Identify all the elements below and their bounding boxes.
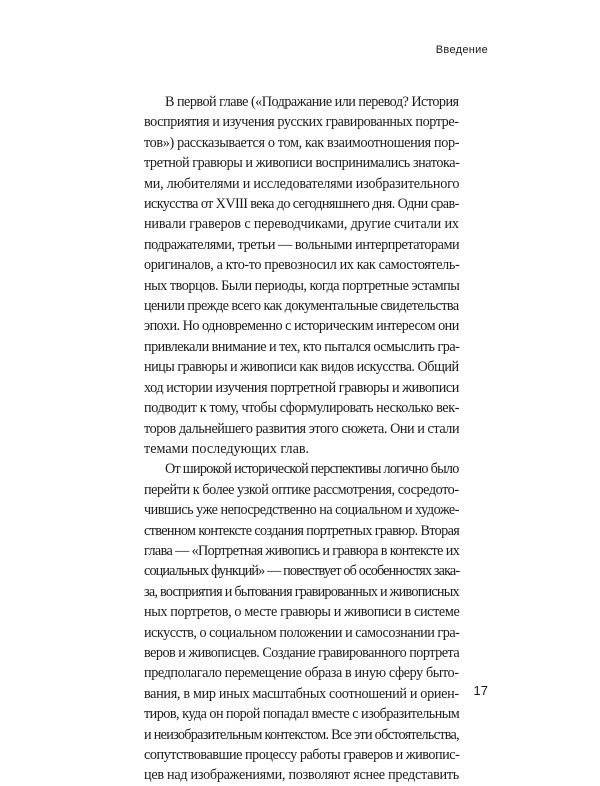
page-number: 17	[473, 683, 488, 698]
text-line: темами последующих глав.	[144, 440, 310, 457]
text-line: за, восприятия и бытования гравированных и живописных	[144, 583, 459, 600]
text-line: нивали граверов с переводчиками, другие считали их	[144, 216, 459, 233]
text-line: оригиналов, а кто-то превозносил их как самостоятель-	[144, 257, 460, 274]
text-line: перейти к более узкой оптике рассмотрения, сосредото-	[144, 481, 459, 498]
text-line: ми, любителями и исследователями изобразительного	[144, 175, 460, 192]
text-line: предполагало перемещение образа в иную сферу быто-	[144, 665, 459, 682]
text-line: тов») рассказывается о том, как взаимоотношения пор-	[144, 134, 460, 151]
text-line: эпохи. Но одновременно с историческим интересом они	[144, 318, 459, 335]
text-line: ценили прежде всего как документальные свидетельства	[144, 298, 459, 315]
text-line: восприятия и изучения русских гравированных портре-	[144, 114, 459, 131]
text-line: подражателями, третьи — вольными интерпретаторами	[144, 236, 460, 253]
text-line: ход истории изучения портретной гравюры и живописи	[144, 379, 459, 396]
text-line: В первой главе («Подражание или перевод? История	[165, 94, 459, 110]
text-line: тиров, куда он порой попадал вместе с изобразительным	[144, 706, 460, 723]
text-line: искусств, о социальном положении и самосознании гра-	[144, 624, 460, 641]
running-head: Введение	[435, 44, 488, 56]
text-line: цев над изображениями, позволяют яснее представить	[144, 767, 459, 784]
text-line: чившись уже непосредственно на социальном и художе-	[144, 502, 459, 519]
text-line: привлекали внимание и тех, кто пытался осмыслить гра-	[144, 338, 460, 355]
text-line: социальных функций» — повествует об особенностях зака-	[144, 563, 460, 580]
text-line: От широкой исторической перспективы логично было	[165, 461, 459, 478]
text-line: вания, в мир иных масштабных соотношений и ориен-	[144, 685, 459, 702]
text-line: веров и живописцев. Создание гравированного портрета	[144, 644, 460, 661]
body-text	[144, 92, 459, 786]
text-line: ственном контексте создания портретных гравюр. Вторая	[144, 522, 460, 539]
text-line: ных портретов, о месте гравюры и живописи в системе	[144, 604, 460, 621]
text-line: и неизобразительным контекстом. Все эти обстоятельства,	[144, 726, 459, 743]
text-line: третной гравюры и живописи воспринимались знатока-	[144, 155, 460, 172]
text-line: ницы гравюры и живописи как видов искусства. Общий	[144, 359, 459, 376]
text-line: искусства от XVIII века до сегодняшнего дня. Одни срав-	[144, 196, 459, 213]
text-line: ных творцов. Были периоды, когда портретные эстампы	[144, 277, 460, 294]
text-line: торов дальнейшего развития этого сюжета. Они и стали	[144, 420, 460, 437]
text-line: глава — «Портретная живопись и гравюра в контексте их	[144, 542, 460, 559]
text-line: подводит к тому, чтобы сформулировать несколько век-	[144, 400, 460, 417]
text-line: сопутствовавшие процессу работы граверов и живопис-	[144, 747, 460, 763]
